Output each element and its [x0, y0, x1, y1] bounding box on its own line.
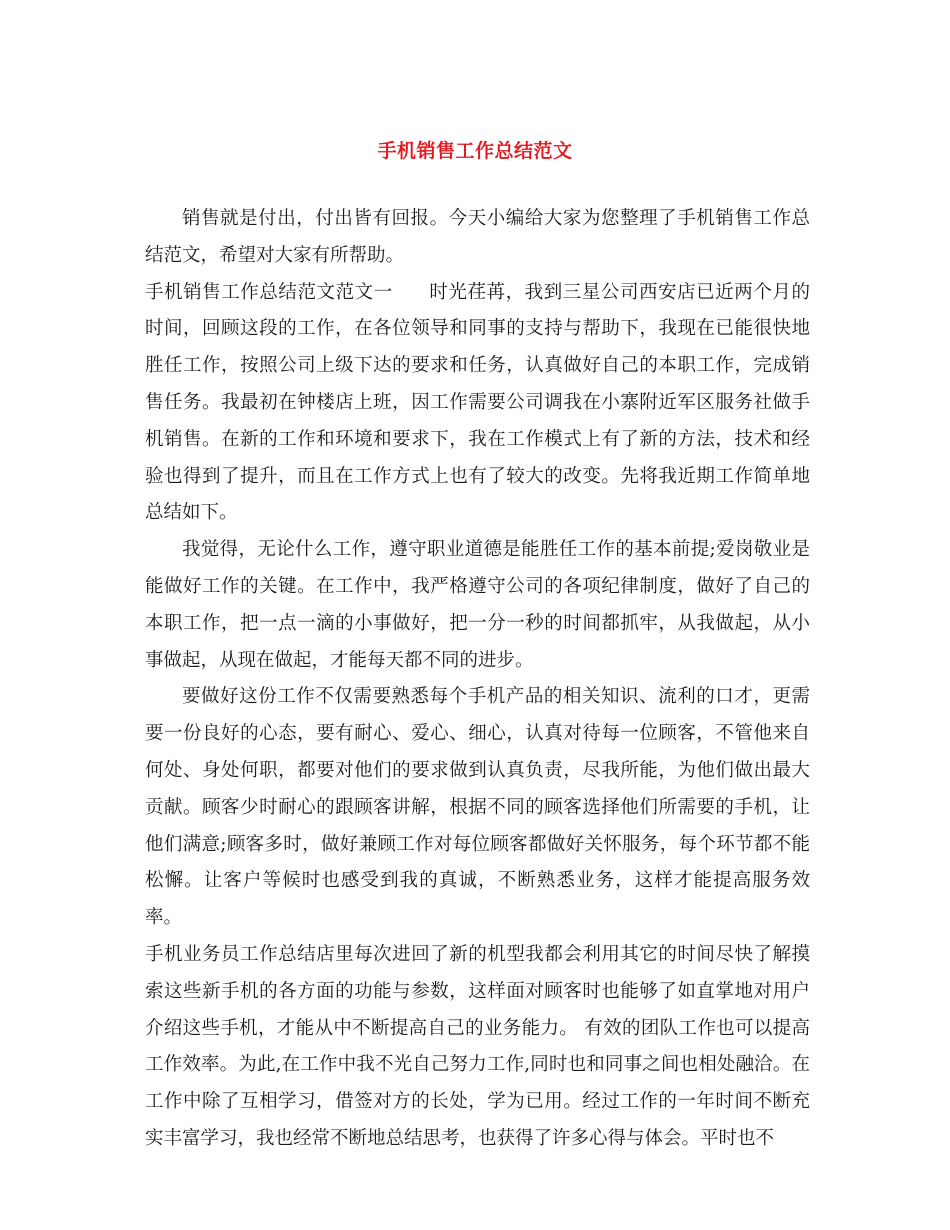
paragraph-4: 手机业务员工作总结店里每次进回了新的机型我都会利用其它的时间尽快了解摸索这些新手机的各方面的功能与参数，这样面对顾客时也能够了如直掌地对用户介绍这些手机，才能从中不断提高自己的业务能力。 有效的团队工作也可以提高工作效率。为此,在工作中我不光自己努力工作,同时也和同事之间也相处融洽。在工作中除了互相学习，借签对方的长处，学为已用。经过工作的一年时间不断充实丰富学习，我也经常不断地总结思考，也获得了许多心得与体会。平时也不 — [145, 943, 810, 1149]
intro-paragraph: 销售就是付出，付出皆有回报。今天小编给大家为您整理了手机销售工作总结范文，希望对大家有所帮助。 — [145, 208, 810, 266]
paragraph-3: 要做好这份工作不仅需要熟悉每个手机产品的相关知识、流利的口才，更需要一份良好的心态，要有耐心、爱心、细心，认真对待每一位顾客，不管他来自何处、身处何职，都要对他们的要求做到认真负责，尽我所能，为他们做出最大贡献。顾客少时耐心的跟顾客讲解，根据不同的顾客选择他们所需要的手机，让他们满意;顾客多时，做好兼顾工作对每位顾客都做好关怀服务，每个环节都不能松懈。让客户等候时也感受到我的真诚，不断熟悉业务，这样才能提高服务效率。 — [145, 686, 810, 929]
section-paragraph — [145, 275, 810, 533]
section-heading: 手机销售工作总结范文范文一 — [145, 281, 393, 303]
document-body — [145, 201, 810, 1158]
document-title: 手机销售工作总结范文 — [377, 140, 573, 162]
paragraph-2: 我觉得，无论什么工作，遵守职业道德是能胜任工作的基本前提;爱岗敬业是能做好工作的关键。在工作中，我严格遵守公司的各项纪律制度，做好了自己的本职工作，把一点一滴的小事做好，把一分一秒的时间都抓牢，从我做起，从小事做起，从现在做起，才能每天都不同的进步。 — [145, 539, 810, 671]
section-paragraph-text: 时光荏苒，我到三星公司西安店已近两个月的时间，回顾这段的工作，在各位领导和同事的支持与帮助下，我现在已能很快地胜任工作，按照公司上级下达的要求和任务，认真做好自己的本职工作，完成销售任务。我最初在钟楼店上班，因工作需要公司调我在小寨附近军区服务社做手机销售。在新的工作和环境和要求下，我在工作模式上有了新的方法，技术和经验也得到了提升，而且在工作方式上也有了较大的改变。先将我近期工作简单地总结如下。 — [145, 281, 810, 524]
